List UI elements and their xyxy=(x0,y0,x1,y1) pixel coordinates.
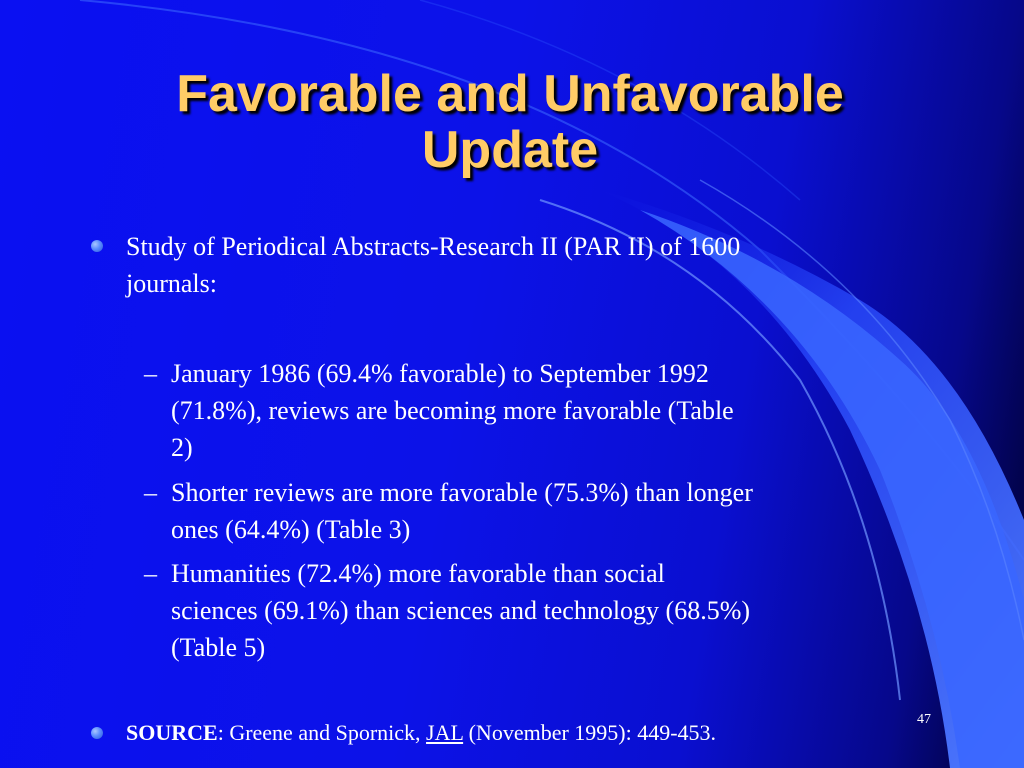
sub-bullet-humanities xyxy=(171,555,750,666)
sub-bullet-humanities-line-1: Humanities (72.4%) more favorable than social xyxy=(171,559,665,588)
sub-bullet-january-line-1: January 1986 (69.4% favorable) to September 1992 xyxy=(171,359,709,388)
source-citation xyxy=(126,714,716,751)
sub-bullet-dash: – xyxy=(144,359,157,388)
source-authors: Greene and Spornick, xyxy=(229,720,427,745)
page-number: 47 xyxy=(917,712,931,727)
title-line-2: Update xyxy=(421,121,599,179)
sub-bullet-january-line-2: (71.8%), reviews are becoming more favorable (Table xyxy=(171,396,734,425)
sub-bullet-january xyxy=(171,355,734,466)
bullet-study-line-2: journals: xyxy=(126,269,217,298)
source-colon: : xyxy=(217,720,230,745)
sub-bullet-shorter xyxy=(171,474,753,548)
source-details: (November 1995): 449-453. xyxy=(463,720,717,745)
title-line-1: Favorable and Unfavorable xyxy=(176,65,844,123)
source-journal: JAL xyxy=(426,720,464,745)
sub-bullet-humanities-line-3: (Table 5) xyxy=(171,633,266,662)
sub-bullet-shorter-line-2: ones (64.4%) (Table 3) xyxy=(171,515,411,544)
sub-bullet-dash: – xyxy=(144,478,157,507)
sub-bullet-shorter-line-1: Shorter reviews are more favorable (75.3%) than longer xyxy=(171,478,753,507)
slide-title xyxy=(60,66,960,178)
bullet-study xyxy=(126,228,740,302)
sub-bullet-january-line-3: 2) xyxy=(171,433,193,462)
sub-bullet-humanities-line-2: sciences (69.1%) than sciences and technology (68.5%) xyxy=(171,596,751,625)
source-label: SOURCE xyxy=(126,720,218,745)
bullet-dot-icon xyxy=(91,727,103,739)
bullet-dot-icon xyxy=(91,240,103,252)
sub-bullet-dash: – xyxy=(144,559,157,588)
bullet-study-line-1: Study of Periodical Abstracts-Research II (PAR II) of 1600 xyxy=(126,232,741,261)
